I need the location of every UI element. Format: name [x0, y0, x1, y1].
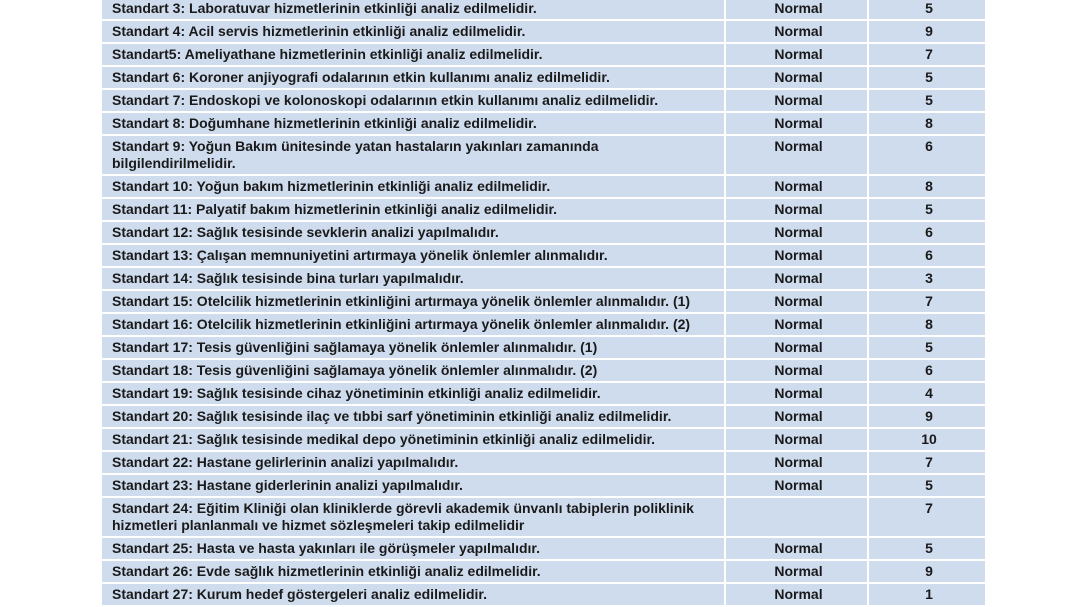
table-row	[101, 175, 986, 198]
status-cell: Normal	[725, 267, 868, 290]
score-cell: 10	[868, 428, 986, 451]
standards-table-body	[101, 0, 986, 607]
standard-title-cell: Standart 10: Yoğun bakım hizmetlerinin etkinliği analiz edilmelidir.	[101, 175, 725, 198]
table-row	[101, 43, 986, 66]
status-cell: Normal	[725, 221, 868, 244]
score-cell: 7	[868, 290, 986, 313]
status-cell: Normal	[725, 560, 868, 583]
table-row	[101, 0, 986, 20]
status-cell: Normal	[725, 244, 868, 267]
table-row	[101, 290, 986, 313]
table-row	[101, 66, 986, 89]
status-cell: Normal	[725, 537, 868, 560]
table-row	[101, 112, 986, 135]
table-row	[101, 428, 986, 451]
score-cell: 5	[868, 66, 986, 89]
table-row	[101, 382, 986, 405]
table-row	[101, 336, 986, 359]
score-cell: 6	[868, 359, 986, 382]
status-cell: Normal	[725, 405, 868, 428]
score-cell: 7	[868, 451, 986, 474]
standard-title-cell: Standart 22: Hastane gelirlerinin analizi yapılmalıdır.	[101, 451, 725, 474]
standard-title-cell: Standart 27: Kurum hedef göstergeleri analiz edilmelidir.	[101, 583, 725, 606]
status-cell: Normal	[725, 382, 868, 405]
status-cell: Normal	[725, 89, 868, 112]
standard-title-cell: Standart 12: Sağlık tesisinde sevklerin analizi yapılmalıdır.	[101, 221, 725, 244]
standard-title-cell: Standart 19: Sağlık tesisinde cihaz yönetiminin etkinliği analiz edilmelidir.	[101, 382, 725, 405]
table-row	[101, 267, 986, 290]
score-cell: 6	[868, 135, 986, 175]
score-cell: 7	[868, 497, 986, 537]
standard-title-cell: Standart 14: Sağlık tesisinde bina turları yapılmalıdır.	[101, 267, 725, 290]
status-cell: Normal	[725, 474, 868, 497]
score-cell: 9	[868, 405, 986, 428]
score-cell: 5	[868, 89, 986, 112]
standard-title-cell: Standart 13: Çalışan memnuniyetini artırmaya yönelik önlemler alınmalıdır.	[101, 244, 725, 267]
status-cell: Normal	[725, 198, 868, 221]
table-row	[101, 359, 986, 382]
status-cell: Normal	[725, 451, 868, 474]
standard-title-cell: Standart 15: Otelcilik hizmetlerinin etkinliğini artırmaya yönelik önlemler alınmalıdır. (1)	[101, 290, 725, 313]
table-row	[101, 451, 986, 474]
table-row	[101, 244, 986, 267]
table-row	[101, 89, 986, 112]
score-cell: 5	[868, 537, 986, 560]
score-cell: 9	[868, 20, 986, 43]
standard-title-cell: Standart 6: Koroner anjiyografi odalarının etkin kullanımı analiz edilmelidir.	[101, 66, 725, 89]
status-cell: Normal	[725, 583, 868, 606]
score-cell: 5	[868, 474, 986, 497]
status-cell: Normal	[725, 20, 868, 43]
standard-title-cell: Standart 4: Acil servis hizmetlerinin etkinliği analiz edilmelidir.	[101, 20, 725, 43]
score-cell: 6	[868, 221, 986, 244]
status-cell: Normal	[725, 0, 868, 20]
standard-title-cell: Standart 26: Evde sağlık hizmetlerinin etkinliği analiz edilmelidir.	[101, 560, 725, 583]
table-row	[101, 497, 986, 537]
table-row	[101, 405, 986, 428]
standard-title-cell: Standart 11: Palyatif bakım hizmetlerinin etkinliği analiz edilmelidir.	[101, 198, 725, 221]
standard-title-cell: Standart 21: Sağlık tesisinde medikal depo yönetiminin etkinliği analiz edilmelidir.	[101, 428, 725, 451]
standard-title-cell: Standart 17: Tesis güvenliğini sağlamaya yönelik önlemler alınmalıdır. (1)	[101, 336, 725, 359]
standard-title-cell: Standart 7: Endoskopi ve kolonoskopi odalarının etkin kullanımı analiz edilmelidir.	[101, 89, 725, 112]
table-row	[101, 20, 986, 43]
standard-title-cell: Standart 25: Hasta ve hasta yakınları ile görüşmeler yapılmalıdır.	[101, 537, 725, 560]
table-row	[101, 221, 986, 244]
standard-title-cell: Standart 9: Yoğun Bakım ünitesinde yatan hastaların yakınları zamanında bilgilendirilmelidir.	[101, 135, 725, 175]
table-row	[101, 583, 986, 606]
standard-title-cell: Standart 18: Tesis güvenliğini sağlamaya yönelik önlemler alınmalıdır. (2)	[101, 359, 725, 382]
score-cell: 5	[868, 198, 986, 221]
standard-title-cell: Standart 16: Otelcilik hizmetlerinin etkinliğini artırmaya yönelik önlemler alınmalıdır. (2)	[101, 313, 725, 336]
status-cell	[725, 497, 868, 537]
score-cell: 7	[868, 43, 986, 66]
status-cell: Normal	[725, 43, 868, 66]
table-row	[101, 560, 986, 583]
status-cell: Normal	[725, 112, 868, 135]
standards-table	[100, 0, 987, 607]
score-cell: 6	[868, 244, 986, 267]
score-cell: 5	[868, 336, 986, 359]
standard-title-cell: Standart 20: Sağlık tesisinde ilaç ve tıbbi sarf yönetiminin etkinliği analiz edilmelidir.	[101, 405, 725, 428]
score-cell: 4	[868, 382, 986, 405]
score-cell: 8	[868, 313, 986, 336]
score-cell: 1	[868, 583, 986, 606]
status-cell: Normal	[725, 359, 868, 382]
table-row	[101, 313, 986, 336]
standard-title-cell: Standart 24: Eğitim Kliniği olan kliniklerde görevli akademik ünvanlı tabiplerin poliklinik hizmetleri planlanmalı ve hizmet sözleşmeleri takip edilmelidir	[101, 497, 725, 537]
status-cell: Normal	[725, 428, 868, 451]
standard-title-cell: Standart 8: Doğumhane hizmetlerinin etkinliği analiz edilmelidir.	[101, 112, 725, 135]
score-cell: 3	[868, 267, 986, 290]
score-cell: 5	[868, 0, 986, 20]
score-cell: 8	[868, 112, 986, 135]
table-row	[101, 537, 986, 560]
status-cell: Normal	[725, 336, 868, 359]
table-row	[101, 198, 986, 221]
table-row	[101, 135, 986, 175]
score-cell: 9	[868, 560, 986, 583]
standard-title-cell: Standart5: Ameliyathane hizmetlerinin etkinliği analiz edilmelidir.	[101, 43, 725, 66]
status-cell: Normal	[725, 175, 868, 198]
status-cell: Normal	[725, 135, 868, 175]
standard-title-cell: Standart 23: Hastane giderlerinin analizi yapılmalıdır.	[101, 474, 725, 497]
status-cell: Normal	[725, 313, 868, 336]
status-cell: Normal	[725, 66, 868, 89]
table-row	[101, 474, 986, 497]
status-cell: Normal	[725, 290, 868, 313]
standard-title-cell: Standart 3: Laboratuvar hizmetlerinin etkinliği analiz edilmelidir.	[101, 0, 725, 20]
score-cell: 8	[868, 175, 986, 198]
